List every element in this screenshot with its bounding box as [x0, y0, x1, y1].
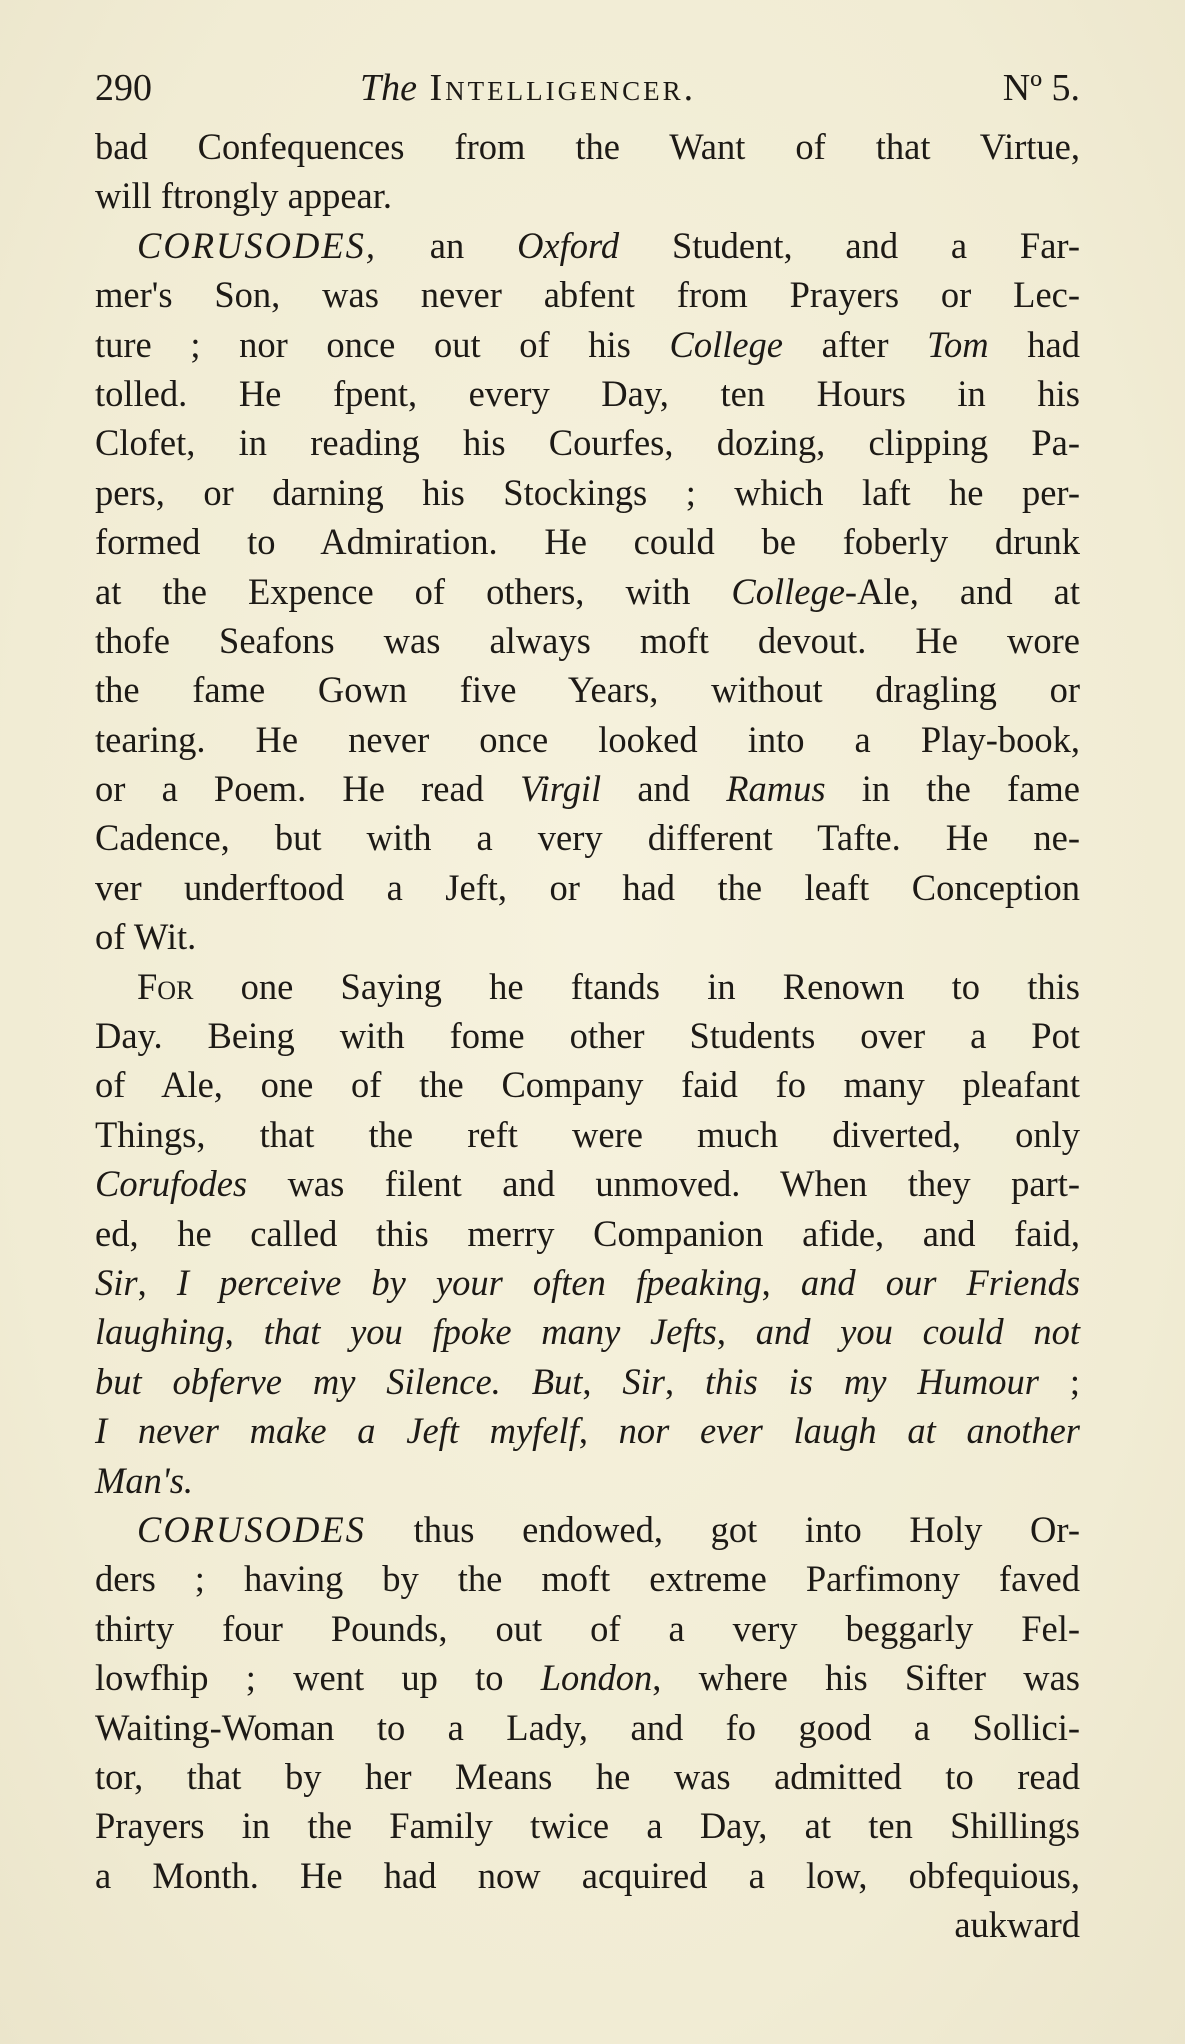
text-line	[95, 1110, 1080, 1159]
text-segment: formed to Admiration. He could be foberly drunk	[95, 521, 1080, 563]
text-segment: ,	[224, 1311, 264, 1353]
text-line	[95, 468, 1080, 517]
text-segment: London	[540, 1657, 653, 1699]
text-segment: ver underftood a Jeft, or had the leaft Conception	[95, 866, 1080, 908]
text-segment: thofe Seafons was always moft devout. He wore	[95, 619, 1080, 661]
text-segment: Prayers in the Family twice a Day, at ten Shillings	[95, 1805, 1080, 1847]
text-line	[95, 1060, 1080, 1109]
text-segment: College	[731, 570, 845, 612]
running-head	[95, 60, 1080, 116]
text-segment: and you could not	[755, 1311, 1080, 1353]
text-line	[95, 1209, 1080, 1258]
text-segment: Virgil	[520, 768, 602, 810]
text-segment: Student, and a Far-	[619, 224, 1081, 266]
text-segment: laughing	[95, 1311, 225, 1353]
text-segment: of Wit.	[95, 916, 197, 958]
text-segment: ,	[716, 1311, 756, 1353]
text-segment: Corufodes	[95, 1163, 248, 1205]
text-segment: Ramus	[726, 768, 826, 810]
text-segment: lowfhip ; went up to	[95, 1657, 541, 1699]
text-line	[95, 1554, 1080, 1603]
text-segment: Things, that the reft were much diverted, only	[95, 1113, 1080, 1155]
text-segment: was filent and unmoved. When they part-	[247, 1163, 1080, 1205]
text-line	[95, 1406, 1080, 1455]
text-line	[95, 567, 1080, 616]
text-line	[95, 171, 1080, 220]
text-line	[95, 863, 1080, 912]
text-line	[95, 1456, 1080, 1505]
text-segment	[501, 1361, 532, 1402]
body-text	[95, 122, 1080, 1949]
text-segment: CORUSODES,	[137, 224, 377, 266]
text-segment: bad Confequences from the Want of that Virtue,	[95, 126, 1080, 167]
text-segment: will ftrongly appear.	[95, 175, 392, 217]
text-line	[95, 1653, 1080, 1702]
issue-number: Nº 5.	[1002, 67, 1080, 109]
text-segment: I never make a Jeft myfelf	[95, 1410, 579, 1452]
text-segment: one Saying he ftands in Renown to this	[193, 965, 1080, 1007]
text-segment: ders ; having by the moft extreme Parfimony faved	[95, 1558, 1080, 1600]
text-segment: ,	[578, 1410, 619, 1452]
text-segment: had	[988, 323, 1080, 365]
text-segment: For	[137, 965, 194, 1007]
text-segment: an	[377, 224, 518, 266]
text-segment: and our Friends	[800, 1261, 1081, 1303]
text-segment: or a Poem. He read	[95, 768, 521, 810]
text-line	[95, 962, 1080, 1011]
text-line	[95, 1505, 1080, 1554]
text-line	[95, 1011, 1080, 1060]
text-segment: ,	[665, 1360, 706, 1402]
text-segment: Waiting-Woman to a Lady, and fo good a Sollici-	[95, 1706, 1080, 1748]
text-line	[95, 912, 1080, 961]
text-segment: thus endowed, got into Holy Or-	[365, 1508, 1080, 1550]
text-segment: ;	[1039, 1360, 1081, 1402]
text-line	[95, 1307, 1080, 1356]
text-segment: College	[669, 323, 783, 365]
text-segment: , where his Sifter was	[652, 1657, 1080, 1699]
text-segment: Sir	[95, 1261, 138, 1303]
text-segment: thirty four Pounds, out of a very beggarly Fel-	[95, 1607, 1080, 1649]
text-segment: the fame Gown five Years, without dragling or	[95, 669, 1080, 711]
text-segment: Cadence, but with a very different Tafte. He ne-	[95, 817, 1080, 859]
text-segment: Day. Being with fome other Students over a Pot	[95, 1015, 1080, 1057]
text-line	[95, 813, 1080, 862]
text-segment: ture ; nor once out of his	[95, 323, 670, 365]
text-segment: Man's.	[95, 1459, 194, 1501]
text-segment: ,	[137, 1261, 177, 1303]
text-segment: this is my Humour	[705, 1360, 1039, 1402]
text-segment: tor, that by her Means he was admitted to read	[95, 1755, 1080, 1797]
text-line	[95, 517, 1080, 566]
text-segment: But	[531, 1360, 583, 1402]
text-segment: tolled. He fpent, every Day, ten Hours in his	[95, 372, 1080, 414]
text-line	[95, 369, 1080, 418]
text-segment: mer's Son, was never abfent from Prayers or Lec-	[95, 274, 1080, 316]
text-segment: a Month. He had now acquired a low, obfequious,	[95, 1854, 1080, 1896]
text-line	[95, 665, 1080, 714]
text-segment: that you fpoke many Jefts	[263, 1311, 717, 1353]
text-segment: ed, he called this merry Companion afide, and faid,	[95, 1212, 1080, 1254]
text-line	[95, 1258, 1080, 1307]
text-line	[95, 320, 1080, 369]
text-segment: at the Expence of others, with	[95, 570, 732, 612]
text-line	[95, 122, 1080, 171]
catchword: aukward	[954, 1904, 1080, 1946]
text-line	[95, 1703, 1080, 1752]
text-segment: of Ale, one of the Company faid fo many pleafant	[95, 1064, 1080, 1106]
text-segment: nor ever laugh at another	[618, 1410, 1081, 1452]
text-segment: CORUSODES	[137, 1508, 366, 1550]
text-segment: I perceive by your often fpeaking	[176, 1261, 762, 1303]
text-line	[95, 1801, 1080, 1850]
text-segment: Oxford	[517, 224, 620, 266]
text-segment: and	[601, 768, 727, 810]
text-segment: Sir	[622, 1360, 666, 1402]
running-title	[360, 60, 696, 116]
text-line	[95, 1604, 1080, 1653]
running-title-article: The	[360, 67, 417, 109]
text-segment: but obferve my Silence.	[95, 1360, 501, 1402]
page-number: 290	[95, 67, 152, 109]
text-segment: after	[783, 323, 928, 365]
text-line	[95, 715, 1080, 764]
text-segment: -Ale, and at	[844, 570, 1081, 612]
text-line	[95, 1851, 1080, 1900]
text-segment: pers, or darning his Stockings ; which laft he per-	[95, 471, 1080, 513]
text-line	[95, 1752, 1080, 1801]
text-line	[95, 1159, 1080, 1208]
text-line	[95, 764, 1080, 813]
text-segment: ,	[761, 1261, 801, 1303]
text-segment: ,	[582, 1360, 623, 1402]
text-line	[95, 221, 1080, 270]
text-segment: in the fame	[825, 768, 1080, 810]
text-segment: Clofet, in reading his Courfes, dozing, clipping Pa-	[95, 422, 1080, 464]
text-line	[95, 1357, 1080, 1406]
running-title-main: Intelligencer.	[429, 67, 697, 109]
text-line	[95, 270, 1080, 319]
text-line	[95, 418, 1080, 467]
text-segment: tearing. He never once looked into a Play-book,	[95, 718, 1080, 760]
text-segment: Tom	[927, 323, 989, 365]
text-line	[95, 616, 1080, 665]
